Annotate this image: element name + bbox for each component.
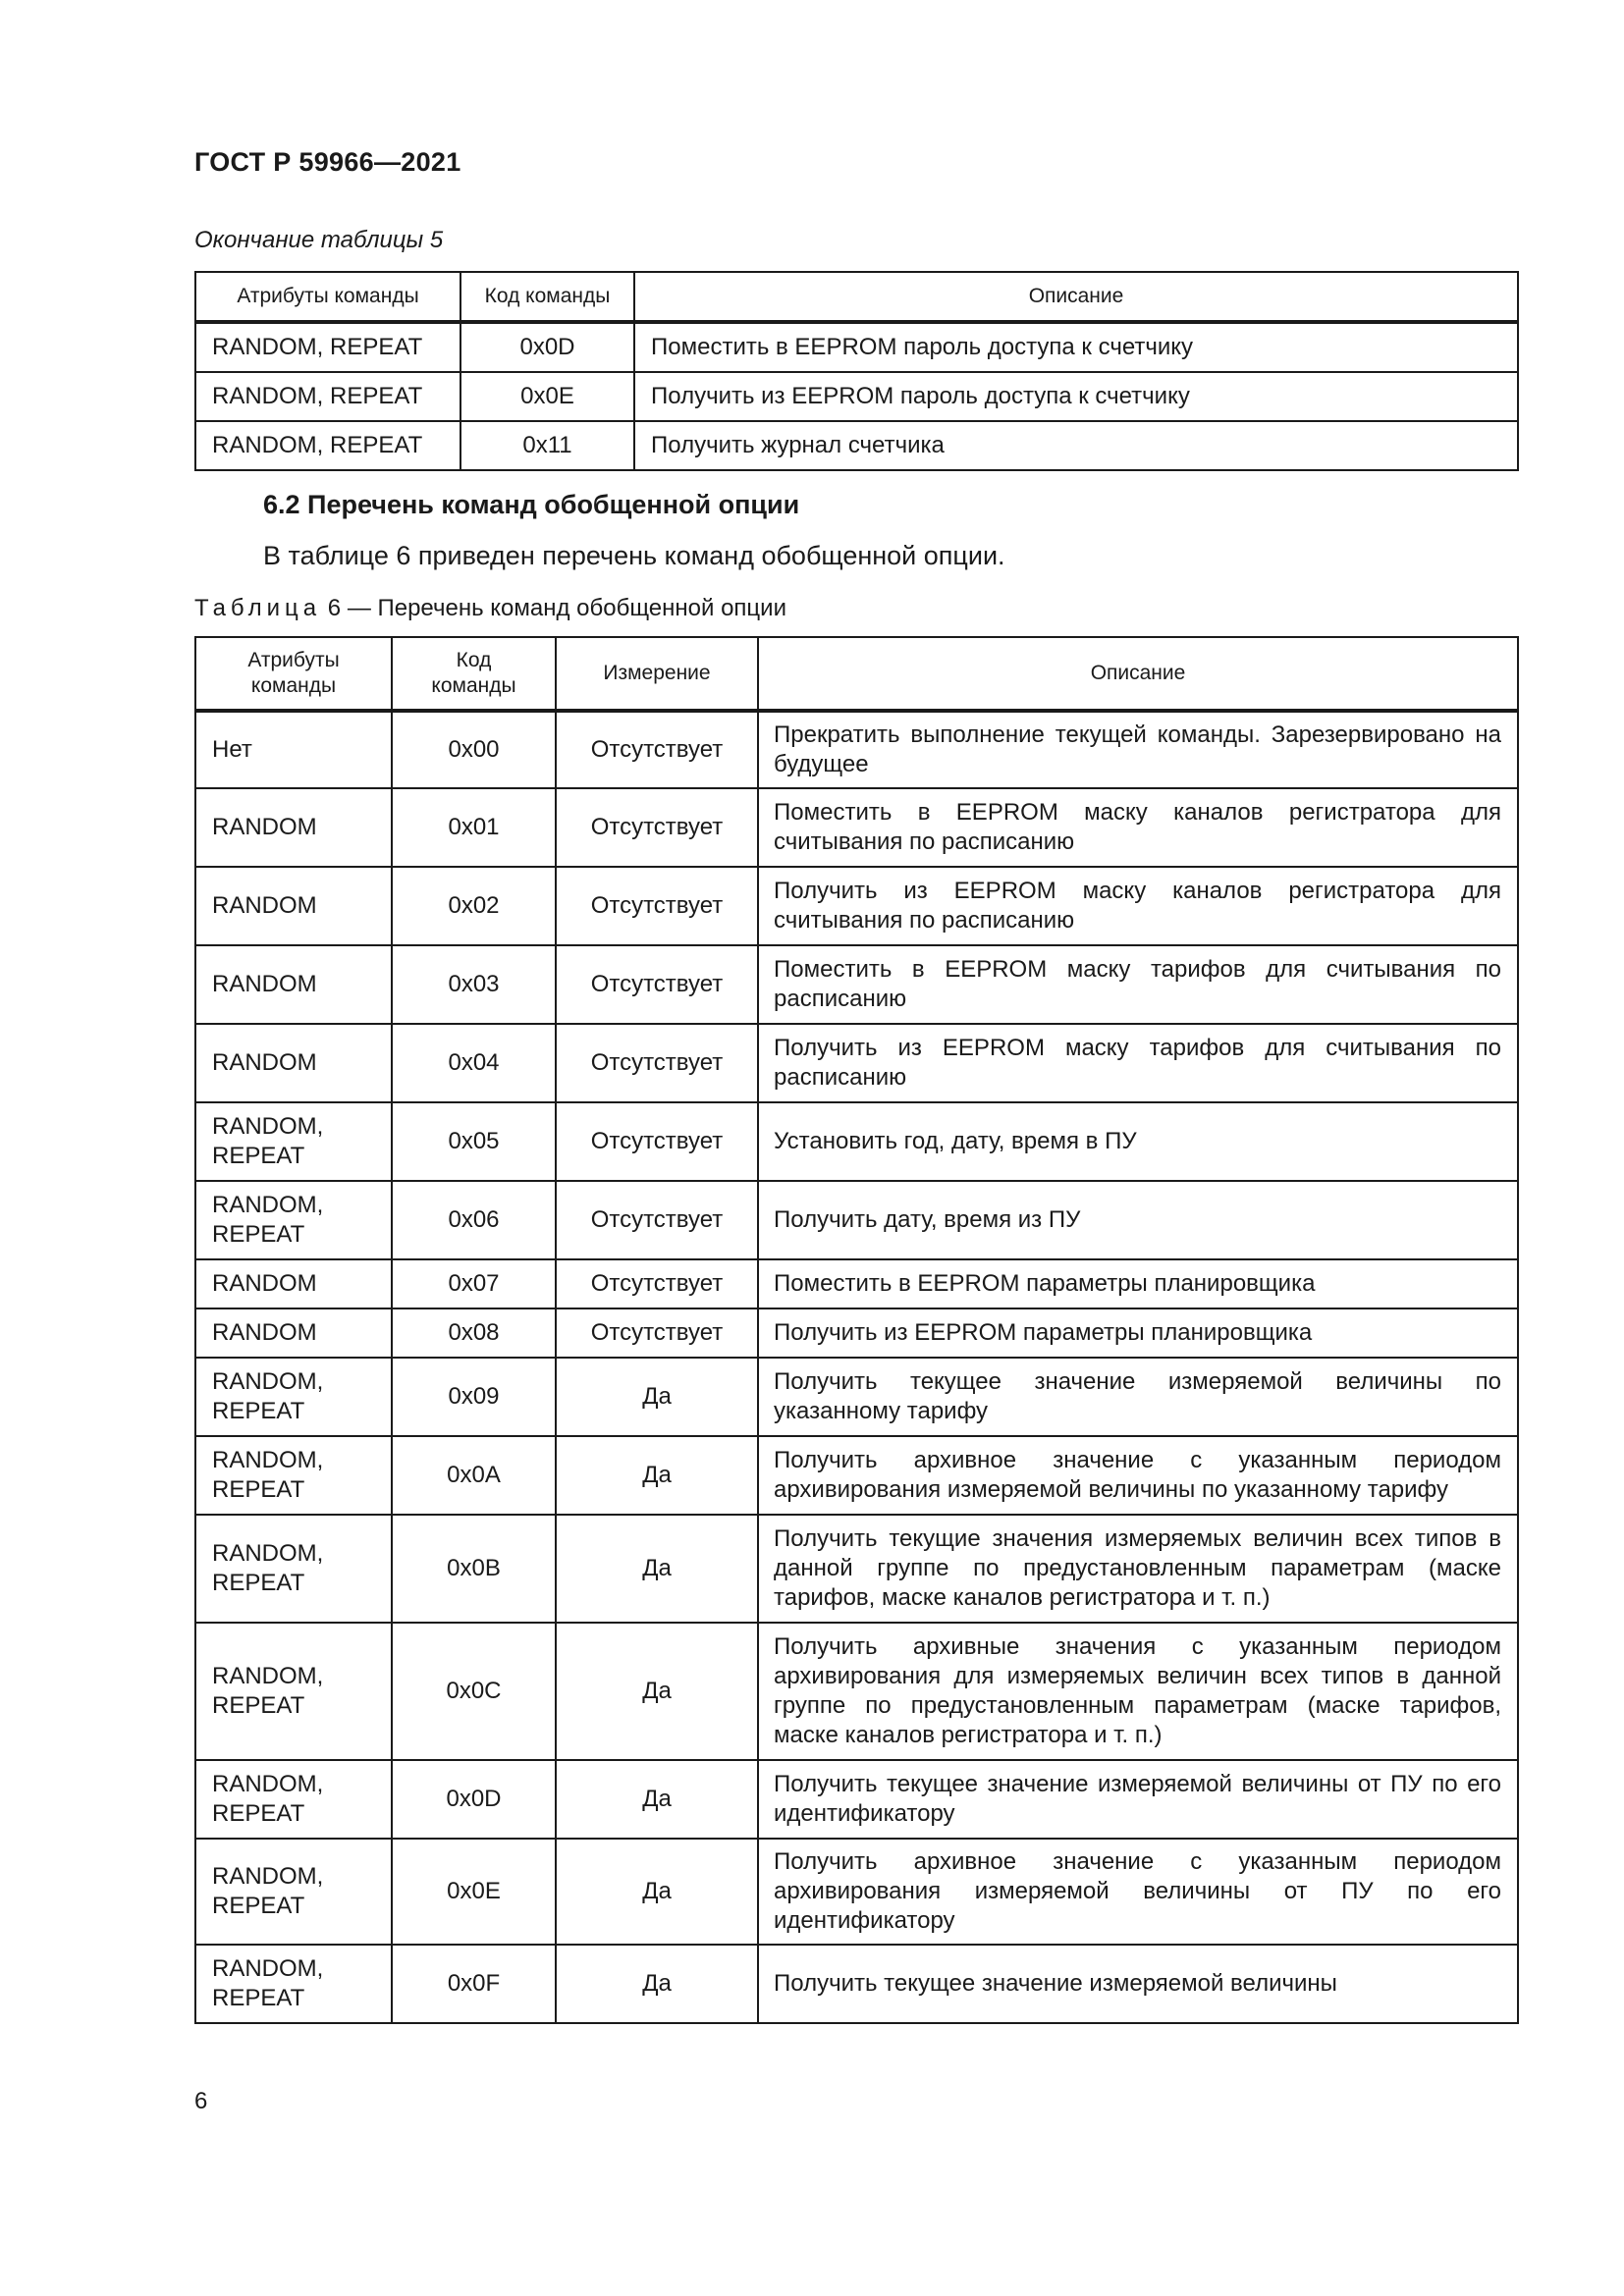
cell-desc: Получить из EEPROM параметры планировщика xyxy=(758,1308,1518,1358)
table-row xyxy=(195,867,1518,945)
cell-attr: RANDOM, REPEAT xyxy=(195,1102,392,1181)
cell-code: 0x0E xyxy=(460,372,634,421)
cell-measurement: Отсутствует xyxy=(556,1102,758,1181)
cell-desc: Получить из EEPROM маску тарифов для считывания по расписанию xyxy=(758,1024,1518,1102)
cell-desc: Получить из EEPROM пароль доступа к счетчику xyxy=(634,372,1518,421)
cell-code: 0x08 xyxy=(392,1308,556,1358)
section-intro: В таблице 6 приведен перечень команд обобщенной опции. xyxy=(263,541,1005,570)
table-row xyxy=(195,788,1518,867)
table-row xyxy=(195,1623,1518,1760)
cell-attr: RANDOM, REPEAT xyxy=(195,1760,392,1839)
cell-attr: RANDOM, REPEAT xyxy=(195,1358,392,1436)
page-number: 6 xyxy=(194,2088,208,2114)
cell-desc: Получить архивные значения с указанным периодом архивирования для измеряемых величин всех типов в данной группе по предустановленным параметрам (маске тарифов, маске каналов регистратора и т. п.) xyxy=(758,1623,1518,1760)
cell-attr: RANDOM xyxy=(195,1024,392,1102)
cell-code: 0x09 xyxy=(392,1358,556,1436)
table5-header-attr: Атрибуты команды xyxy=(195,272,460,322)
cell-code: 0x0E xyxy=(392,1839,556,1945)
table6-header-meas: Измерение xyxy=(556,637,758,711)
cell-measurement: Отсутствует xyxy=(556,1181,758,1259)
table-row xyxy=(195,421,1518,470)
header-code-line1: Код xyxy=(456,649,492,671)
cell-code: 0x0D xyxy=(460,322,634,372)
cell-desc: Получить дату, время из ПУ xyxy=(758,1181,1518,1259)
cell-measurement: Отсутствует xyxy=(556,1259,758,1308)
cell-attr: RANDOM, REPEAT xyxy=(195,1515,392,1623)
table6-header-desc: Описание xyxy=(758,637,1518,711)
cell-attr: RANDOM xyxy=(195,788,392,867)
table6-header-code xyxy=(392,637,556,711)
table-row xyxy=(195,1945,1518,2023)
cell-desc: Поместить в EEPROM маску тарифов для считывания по расписанию xyxy=(758,945,1518,1024)
table6-caption-text: — Перечень команд обобщенной опции xyxy=(347,595,786,621)
cell-desc: Получить текущие значения измеряемых величин всех типов в данной группе по предустановленным параметрам (маске тарифов, маске каналов регистратора и т. п.) xyxy=(758,1515,1518,1623)
section-title: 6.2 Перечень команд обобщенной опции xyxy=(263,490,800,519)
cell-code: 0x11 xyxy=(460,421,634,470)
table-row xyxy=(195,1308,1518,1358)
cell-attr: RANDOM, REPEAT xyxy=(195,322,460,372)
table-row xyxy=(195,1515,1518,1623)
cell-attr: RANDOM, REPEAT xyxy=(195,1945,392,2023)
cell-measurement: Да xyxy=(556,1839,758,1945)
cell-desc: Получить текущее значение измеряемой величины xyxy=(758,1945,1518,2023)
table6-caption-number: 6 xyxy=(327,595,342,621)
cell-desc: Получить архивное значение с указанным периодом архивирования измеряемой величины от ПУ по его идентификатору xyxy=(758,1839,1518,1945)
cell-code: 0x03 xyxy=(392,945,556,1024)
cell-code: 0x00 xyxy=(392,711,556,788)
cell-desc: Получить текущее значение измеряемой величины от ПУ по его идентификатору xyxy=(758,1760,1518,1839)
table6-header-row xyxy=(195,637,1518,711)
table-6 xyxy=(194,636,1519,2024)
cell-attr: RANDOM xyxy=(195,1259,392,1308)
table5-header-row xyxy=(195,272,1518,322)
table-5-continuation xyxy=(194,271,1519,471)
cell-attr: RANDOM, REPEAT xyxy=(195,421,460,470)
cell-desc: Получить журнал счетчика xyxy=(634,421,1518,470)
cell-measurement: Да xyxy=(556,1436,758,1515)
cell-code: 0x05 xyxy=(392,1102,556,1181)
cell-code: 0x02 xyxy=(392,867,556,945)
cell-measurement: Да xyxy=(556,1515,758,1623)
cell-code: 0x0A xyxy=(392,1436,556,1515)
header-attr-line1: Атрибуты xyxy=(247,649,340,671)
cell-code: 0x01 xyxy=(392,788,556,867)
table5-header-desc: Описание xyxy=(634,272,1518,322)
cell-measurement: Отсутствует xyxy=(556,945,758,1024)
cell-attr: RANDOM, REPEAT xyxy=(195,1181,392,1259)
table-row xyxy=(195,1102,1518,1181)
table-row xyxy=(195,711,1518,788)
cell-measurement: Отсутствует xyxy=(556,788,758,867)
page-header-standard: ГОСТ Р 59966—2021 xyxy=(194,147,461,177)
header-code-line2: команды xyxy=(431,674,516,697)
table-row xyxy=(195,1259,1518,1308)
table6-body xyxy=(195,711,1518,2023)
table6-caption-label: Таблица xyxy=(194,595,322,621)
cell-code: 0x0F xyxy=(392,1945,556,2023)
table-row xyxy=(195,1436,1518,1515)
cell-code: 0x0B xyxy=(392,1515,556,1623)
cell-desc: Поместить в EEPROM маску каналов регистратора для считывания по расписанию xyxy=(758,788,1518,867)
cell-measurement: Да xyxy=(556,1945,758,2023)
cell-attr: RANDOM xyxy=(195,867,392,945)
cell-attr: RANDOM, REPEAT xyxy=(195,1839,392,1945)
cell-code: 0x04 xyxy=(392,1024,556,1102)
cell-code: 0x07 xyxy=(392,1259,556,1308)
cell-measurement: Отсутствует xyxy=(556,711,758,788)
cell-measurement: Да xyxy=(556,1358,758,1436)
table-row xyxy=(195,945,1518,1024)
cell-code: 0x0D xyxy=(392,1760,556,1839)
cell-attr: RANDOM xyxy=(195,1308,392,1358)
cell-measurement: Отсутствует xyxy=(556,1308,758,1358)
cell-measurement: Отсутствует xyxy=(556,867,758,945)
cell-attr: Нет xyxy=(195,711,392,788)
cell-code: 0x06 xyxy=(392,1181,556,1259)
table5-continuation-label: Окончание таблицы 5 xyxy=(194,227,444,253)
table-row xyxy=(195,1181,1518,1259)
cell-code: 0x0C xyxy=(392,1623,556,1760)
cell-desc: Поместить в EEPROM пароль доступа к счетчику xyxy=(634,322,1518,372)
cell-desc: Прекратить выполнение текущей команды. Зарезервировано на будущее xyxy=(758,711,1518,788)
table-row xyxy=(195,1839,1518,1945)
cell-attr: RANDOM, REPEAT xyxy=(195,1436,392,1515)
cell-attr: RANDOM, REPEAT xyxy=(195,372,460,421)
table-row xyxy=(195,1024,1518,1102)
cell-attr: RANDOM, REPEAT xyxy=(195,1623,392,1760)
header-attr-line2: команды xyxy=(250,674,337,697)
cell-desc: Установить год, дату, время в ПУ xyxy=(758,1102,1518,1181)
table6-caption xyxy=(194,595,786,622)
table-row xyxy=(195,1358,1518,1436)
cell-measurement: Да xyxy=(556,1760,758,1839)
cell-attr: RANDOM xyxy=(195,945,392,1024)
cell-desc: Получить из EEPROM маску каналов регистратора для считывания по расписанию xyxy=(758,867,1518,945)
cell-desc: Получить архивное значение с указанным периодом архивирования измеряемой величины по указанному тарифу xyxy=(758,1436,1518,1515)
table-row xyxy=(195,372,1518,421)
cell-measurement: Отсутствует xyxy=(556,1024,758,1102)
table6-header-attr xyxy=(195,637,392,711)
cell-desc: Получить текущее значение измеряемой величины по указанному тарифу xyxy=(758,1358,1518,1436)
cell-desc: Поместить в EEPROM параметры планировщика xyxy=(758,1259,1518,1308)
cell-measurement: Да xyxy=(556,1623,758,1760)
table5-header-code: Код команды xyxy=(460,272,634,322)
table-row xyxy=(195,1760,1518,1839)
table-row xyxy=(195,322,1518,372)
